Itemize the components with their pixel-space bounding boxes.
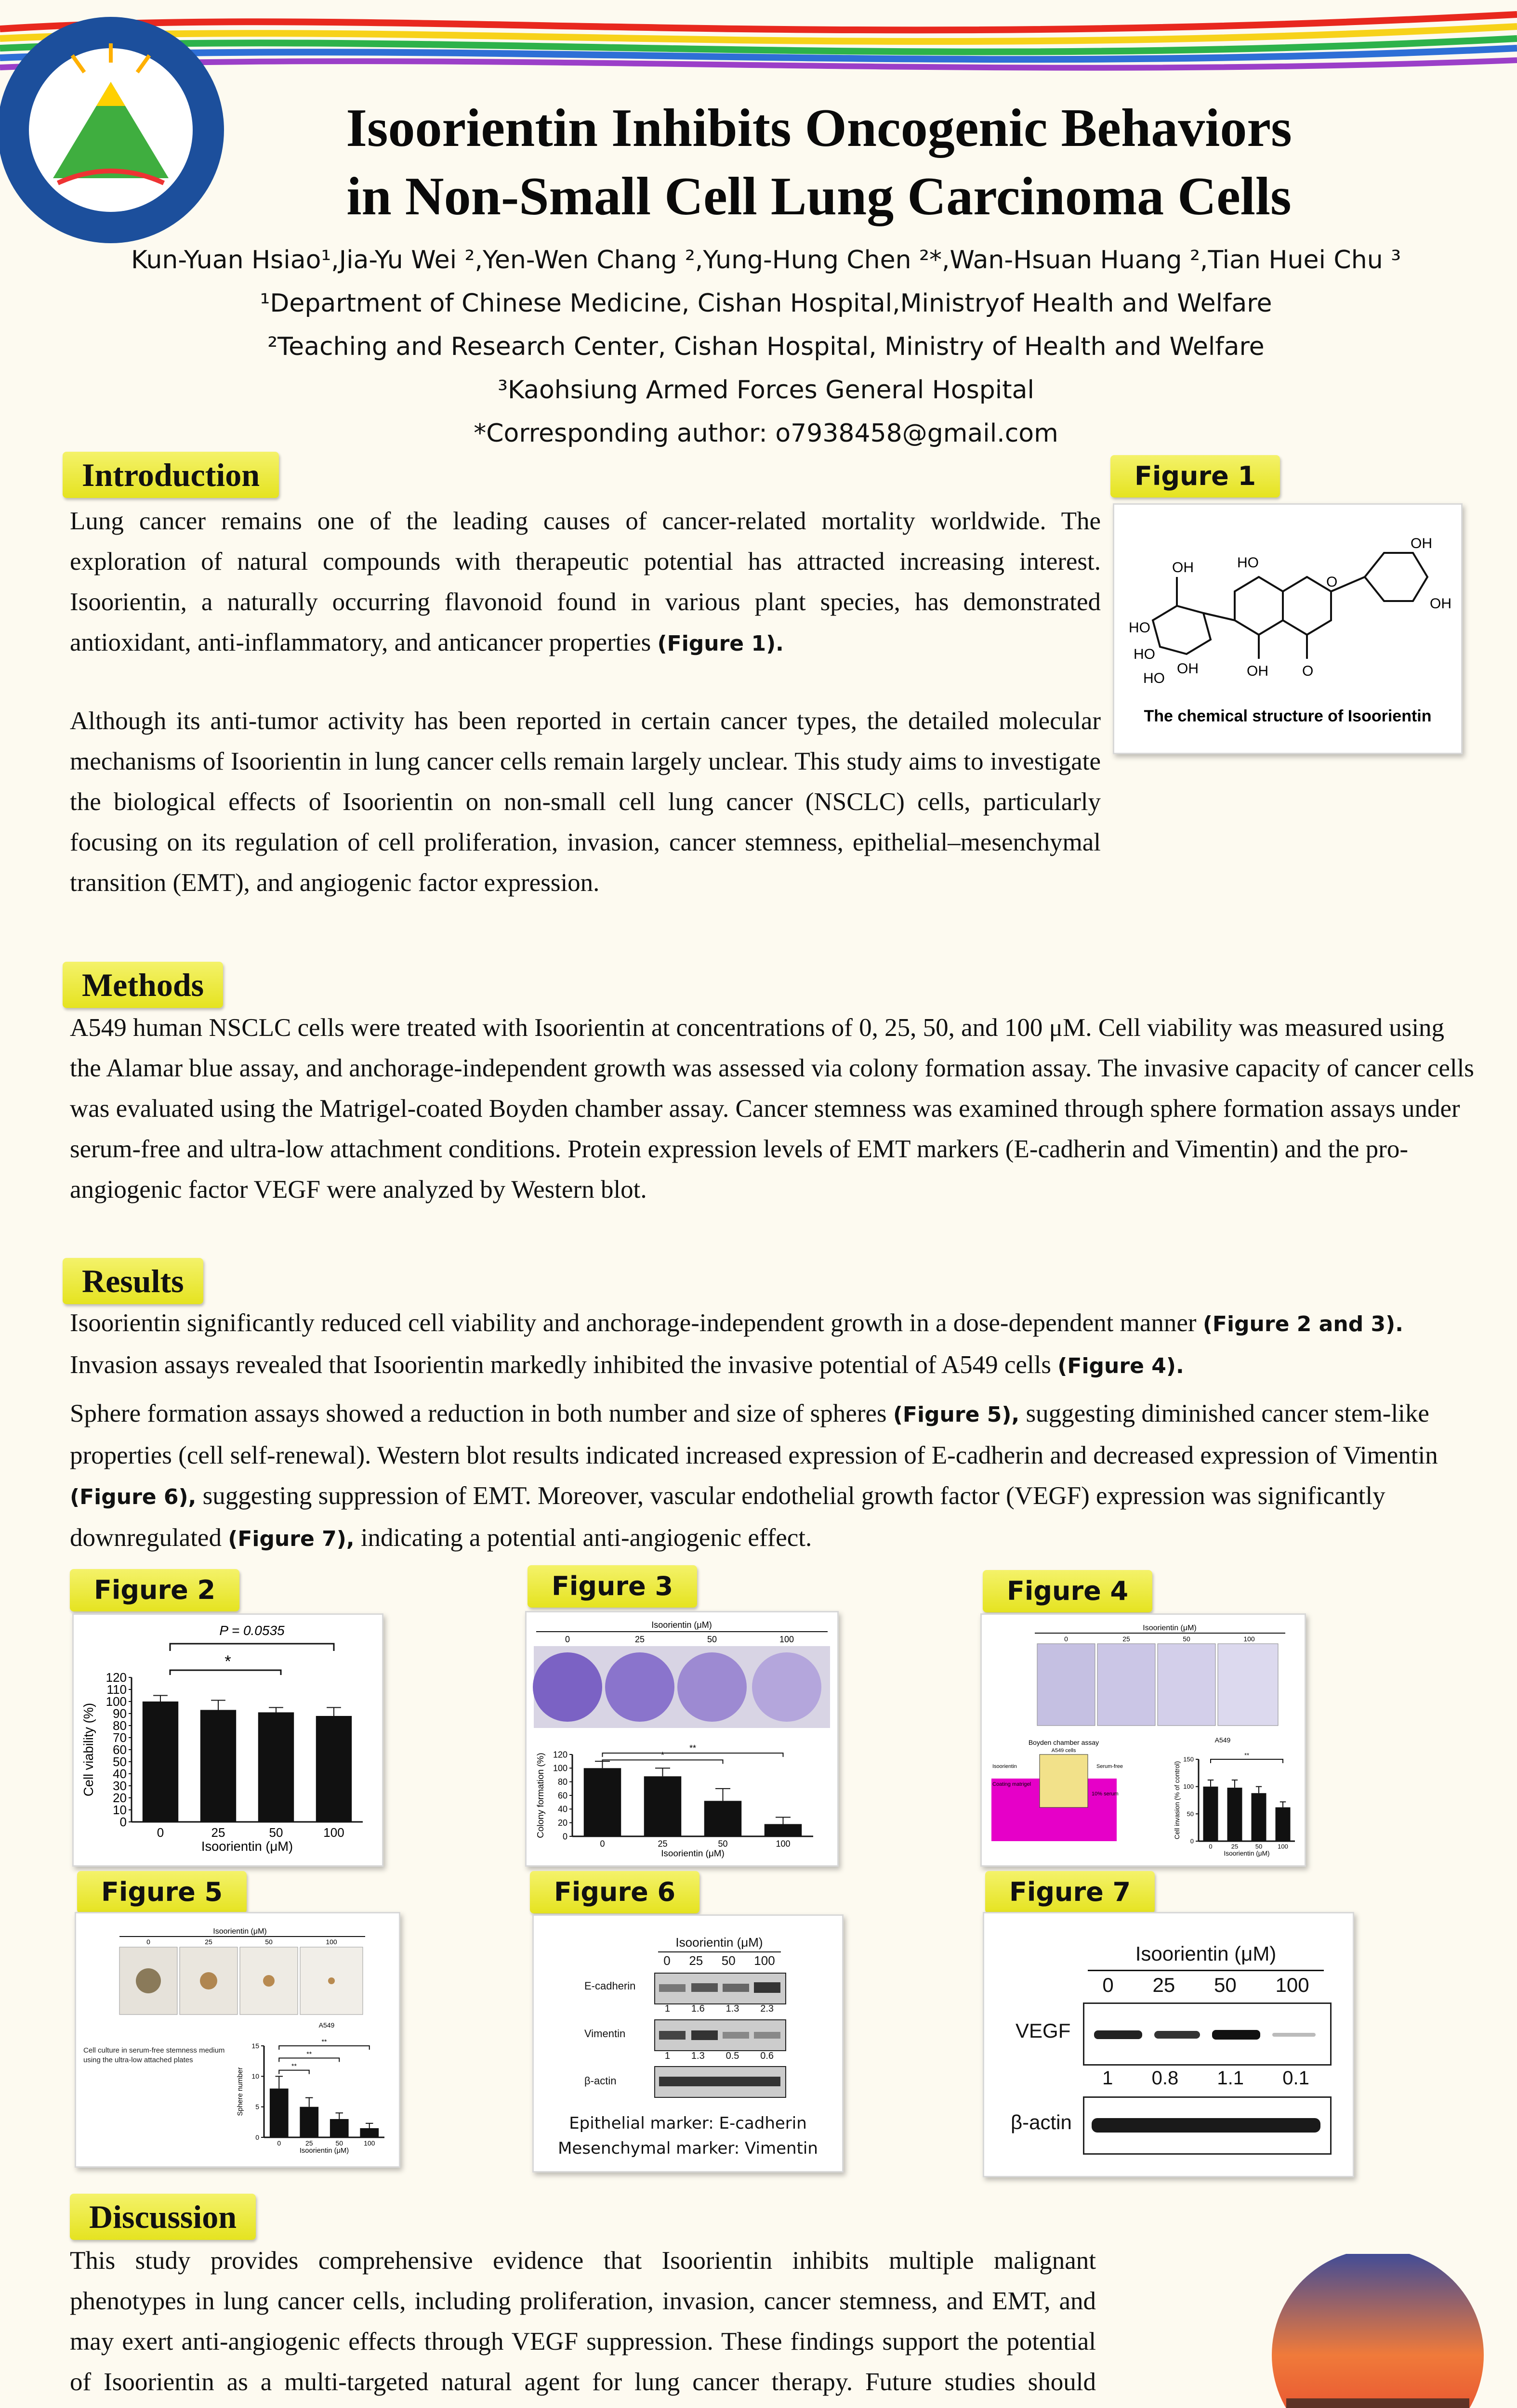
- y-tick-label: 50: [1187, 1810, 1194, 1818]
- y-tick-label: 80: [113, 1718, 127, 1733]
- diagram-label: 10% serum: [1092, 1791, 1119, 1797]
- poster-title: [202, 94, 1436, 231]
- significance-bracket: [1211, 1759, 1283, 1763]
- results-p1a: Isoorientin significantly reduced cell viability and anchorage-independent growth in a dose-dependent manner: [70, 1309, 1197, 1337]
- figure-1-card: [1113, 503, 1463, 754]
- y-tick-label: 40: [113, 1767, 127, 1781]
- bar: [258, 1713, 294, 1822]
- dose-label: 25: [689, 1953, 703, 1968]
- figure-2-card: [72, 1613, 383, 1867]
- x-axis-label: Isoorientin (μM): [661, 1848, 725, 1859]
- methods-heading: Methods: [63, 962, 223, 1008]
- results-ref-figure-7: (Figure 7),: [228, 1527, 355, 1551]
- beta-actin-blot: [1083, 2096, 1332, 2155]
- vegf-blot: [1083, 2002, 1332, 2066]
- x-tick-label: 0: [1209, 1843, 1213, 1850]
- colony-well: [533, 1652, 602, 1722]
- significance-bracket: [603, 1753, 783, 1757]
- bar: [1276, 1807, 1291, 1841]
- y-tick-label: 0: [255, 2133, 259, 2141]
- blot-value: 1.6: [691, 2003, 705, 2014]
- discussion-text-a: This study provides comprehensive evidence that Isoorientin inhibits multiple malignant phenotypes in lung cancer cells, including proliferation, invasion, cancer stemness, and EMT, and may exert anti-angiogenic effects through VEGF suppression. These findings support the potential of Isoorientin as a multi-targeted natural agent for lung cancer therapy. Future studies should: [70, 2247, 1096, 2396]
- invasion-image: [1158, 1644, 1215, 1726]
- figure-2-label: Figure 2: [70, 1569, 239, 1611]
- atom-label: HO: [1237, 555, 1259, 571]
- blot-row-label: VEGF: [1016, 2019, 1071, 2042]
- e-cadherin-blot: [654, 1973, 786, 2004]
- dose-label: 25: [634, 1635, 645, 1644]
- figure-1-caption: The chemical structure of Isoorientin: [1144, 707, 1432, 725]
- blot-value: 1: [664, 2003, 671, 2014]
- significance-star: **: [321, 2038, 327, 2045]
- y-tick-label: 10: [113, 1803, 127, 1818]
- atom-label: HO: [1134, 646, 1155, 662]
- atom-label: OH: [1411, 536, 1432, 551]
- y-tick-label: 10: [251, 2072, 259, 2081]
- y-tick-label: 100: [553, 1763, 567, 1773]
- diagram-label: Serum-free: [1096, 1764, 1123, 1769]
- dose-header: Isoorientin (μM): [651, 1620, 712, 1630]
- x-tick-label: 0: [157, 1825, 164, 1840]
- figure-5-chart: [76, 1913, 399, 2166]
- colony-well: [677, 1652, 747, 1722]
- significance-star: *: [224, 1652, 231, 1671]
- intro-p1-figure-ref: (Figure 1).: [657, 631, 784, 656]
- dose-header: Isoorientin (μM): [675, 1935, 763, 1950]
- results-ref-figure-2-3: (Figure 2 and 3).: [1202, 1312, 1403, 1336]
- corresponding-author: *Corresponding author: o7938458@gmail.com: [474, 419, 1058, 448]
- dose-label: 100: [1243, 1635, 1255, 1643]
- results-heading: Results: [63, 1258, 203, 1304]
- blot-value: 1.1: [1217, 2068, 1244, 2089]
- results-ref-figure-4: (Figure 4).: [1057, 1354, 1184, 1378]
- x-tick-label: 25: [211, 1825, 225, 1840]
- figure-4-label: Figure 4: [983, 1570, 1152, 1612]
- dose-header: Isoorientin (μM): [1135, 1942, 1277, 1965]
- y-tick-label: 40: [557, 1804, 567, 1814]
- x-tick-label: 50: [269, 1825, 283, 1840]
- significance-star: **: [291, 2062, 297, 2070]
- affiliation-1: ¹Department of Chinese Medicine, Cishan Hospital,Ministryof Health and Welfare: [260, 289, 1272, 318]
- dose-label: 25: [205, 1938, 212, 1946]
- title-line-1: Isoorientin Inhibits Oncogenic Behaviors: [346, 98, 1292, 158]
- figure-3-label: Figure 3: [528, 1565, 697, 1608]
- bar: [316, 1716, 352, 1822]
- x-tick-label: 50: [335, 2139, 343, 2147]
- discussion-paragraph: [70, 2240, 1096, 2408]
- dose-label: 50: [707, 1635, 717, 1644]
- dose-label: 100: [779, 1635, 794, 1644]
- dose-label: 100: [754, 1953, 775, 1968]
- x-tick-label: 50: [1255, 1843, 1263, 1850]
- results-paragraph-2: [70, 1393, 1496, 1559]
- results-p2d: indicating a potential anti-angiogenic effect.: [360, 1524, 812, 1552]
- invasion-image: [1037, 1644, 1095, 1726]
- bar: [360, 2128, 379, 2137]
- results-ref-figure-5: (Figure 5),: [893, 1402, 1020, 1427]
- x-tick-label: 25: [1231, 1843, 1239, 1850]
- figure-6-card: [532, 1914, 844, 2172]
- x-axis-label: Isoorientin (μM): [1224, 1849, 1270, 1857]
- atom-label: OH: [1247, 663, 1268, 679]
- figure-6-caption: [534, 2111, 842, 2161]
- atom-label: OH: [1177, 661, 1199, 677]
- y-tick-label: 100: [1183, 1783, 1194, 1791]
- figure-3-chart: [527, 1612, 837, 1865]
- y-tick-label: 0: [119, 1815, 127, 1830]
- affiliation-2: ²Teaching and Research Center, Cishan Hospital, Ministry of Health and Welfare: [267, 332, 1265, 361]
- y-tick-label: 50: [113, 1754, 127, 1769]
- blot-row-label: E-cadherin: [584, 1980, 636, 1992]
- blot-quant-row: [654, 2051, 784, 2062]
- vimentin-blot: [654, 2019, 786, 2051]
- bar: [300, 2107, 318, 2137]
- dose-label: 50: [1214, 1974, 1237, 1996]
- introduction-paragraph-1: [70, 501, 1101, 664]
- y-tick-label: 80: [557, 1777, 567, 1787]
- blot-value: 0.6: [760, 2051, 774, 2061]
- y-tick-label: 150: [1183, 1755, 1194, 1763]
- chart-title: A549: [318, 2021, 335, 2029]
- x-axis-label: Isoorientin (μM): [299, 2147, 349, 2155]
- x-tick-label: 100: [776, 1839, 791, 1849]
- figure-4-chart: [982, 1615, 1305, 1865]
- significance-star: **: [306, 2050, 312, 2058]
- introduction-heading: Introduction: [63, 452, 279, 498]
- dose-label: 0: [1102, 1974, 1114, 1996]
- dose-label: 25: [1122, 1635, 1130, 1643]
- significance-star: **: [1244, 1752, 1250, 1759]
- p-value-annotation: P = 0.0535: [219, 1623, 285, 1638]
- bar: [765, 1824, 802, 1837]
- atom-label: OH: [1172, 560, 1194, 576]
- blot-value: 1.3: [726, 2003, 739, 2014]
- results-paragraph-1: [70, 1303, 1496, 1387]
- atom-label: OH: [1430, 596, 1451, 612]
- figure-1-label: Figure 1: [1110, 455, 1280, 497]
- bar: [270, 2089, 289, 2137]
- blot-row-label: Vimentin: [584, 2028, 626, 2040]
- blot-value: 1: [664, 2051, 671, 2061]
- significance-bracket: [279, 2070, 309, 2074]
- y-tick-label: 0: [562, 1832, 567, 1842]
- y-tick-label: 15: [251, 2042, 259, 2050]
- figure-4-card: [980, 1613, 1306, 1867]
- methods-paragraph: A549 human NSCLC cells were treated with Isoorientin at concentrations of 0, 25, 50, and 100 μM. Cell viability was measured using the Alamar blue assay, and anchorage-independent growth was assessed via colony formation assay. The invasive capacity of cancer cells was evaluated using the Matrigel-coated Boyden chamber assay. Cancer stemness was examined through sphere formation assays under serum-free and ultra-low attachment conditions. Protein expression levels of EMT markers (E-cadherin and Vimentin) and the pro-angiogenic factor VEGF were analyzed by Western blot.: [70, 1014, 1474, 1204]
- bar: [143, 1701, 178, 1822]
- dose-header: Isoorientin (μM): [213, 1927, 267, 1936]
- blot-value: 0.5: [726, 2051, 739, 2061]
- diagram-label: A549 cells: [1051, 1748, 1076, 1754]
- dose-label: 0: [1064, 1635, 1068, 1643]
- diagram-title: Boyden chamber assay: [1028, 1739, 1099, 1746]
- significance-bracket: [170, 1644, 334, 1651]
- epithelial-marker-caption: Epithelial marker: E-cadherin: [569, 2114, 807, 2133]
- blot-row-label: β-actin: [584, 2075, 617, 2087]
- blot-quant-row: [654, 2003, 784, 2015]
- bar: [1252, 1793, 1266, 1841]
- dose-label: 0: [663, 1953, 671, 1968]
- figure-5-label: Figure 5: [77, 1871, 247, 1913]
- significance-star: **: [689, 1743, 697, 1754]
- figure-7-card: [983, 1912, 1354, 2177]
- y-axis-label: Cell viability (%): [81, 1702, 96, 1797]
- dose-label: 0: [565, 1635, 570, 1644]
- dose-label: 25: [1152, 1974, 1175, 1996]
- dose-row: [654, 1953, 784, 1968]
- hospital-photos: [1060, 2254, 1517, 2408]
- dose-header: Isoorientin (μM): [1143, 1624, 1197, 1632]
- y-tick-label: 30: [113, 1779, 127, 1793]
- hospital-logo: [0, 0, 231, 260]
- x-tick-label: 100: [1278, 1843, 1288, 1850]
- results-ref-figure-6: (Figure 6),: [70, 1485, 197, 1509]
- bar: [644, 1776, 682, 1836]
- atom-label: HO: [1143, 670, 1165, 686]
- dose-label: 50: [265, 1938, 273, 1946]
- figure-5-note: Cell culture in serum-free stemness medium using the ultra-low attached plates: [83, 2046, 225, 2064]
- dose-label: 100: [1275, 1974, 1309, 1996]
- diagram-label: Coating matrigel: [992, 1781, 1031, 1787]
- y-axis-label: Cell invasion (% of control): [1174, 1761, 1181, 1840]
- chamber-insert: [1040, 1754, 1088, 1807]
- blot-value: 1: [1102, 2068, 1113, 2089]
- blot-value: 2.3: [760, 2003, 774, 2014]
- significance-bracket: [603, 1760, 723, 1764]
- y-tick-label: 20: [113, 1791, 127, 1806]
- y-tick-label: 60: [113, 1742, 127, 1757]
- figure-6-label: Figure 6: [530, 1871, 699, 1913]
- sunset-photo: [1272, 2254, 1484, 2408]
- atom-label: O: [1302, 663, 1314, 679]
- mesenchymal-marker-caption: Mesenchymal marker: Vimentin: [558, 2139, 818, 2158]
- y-tick-label: 110: [106, 1682, 127, 1697]
- results-p2c: suggesting suppression of EMT. Moreover, vascular endothelial growth factor (VEGF) expression was significantly downregulated: [70, 1482, 1385, 1552]
- x-tick-label: 25: [305, 2139, 313, 2147]
- colony-well: [605, 1652, 674, 1722]
- bar: [584, 1768, 621, 1836]
- y-axis-label: Sphere number: [237, 2067, 244, 2116]
- x-tick-label: 0: [600, 1839, 605, 1849]
- discussion-heading: Discussion: [70, 2194, 256, 2240]
- bar: [330, 2119, 349, 2137]
- y-tick-label: 0: [1190, 1837, 1194, 1845]
- blot-value: 0.1: [1282, 2068, 1309, 2089]
- beta-actin-blot: [654, 2066, 786, 2098]
- y-tick-label: 60: [557, 1791, 567, 1801]
- chart-title: A549: [1214, 1736, 1231, 1744]
- results-p1b: Invasion assays revealed that Isoorientin markedly inhibited the invasive potential of A549 cells: [70, 1351, 1052, 1379]
- y-tick-label: 5: [255, 2103, 259, 2111]
- figure-3-card: [525, 1611, 839, 1867]
- blot-row-label: β-actin: [1011, 2111, 1072, 2133]
- intro-p1-text: Lung cancer remains one of the leading causes of cancer-related mortality worldwide. The exploration of natural compounds with therapeutic potential has attracted increasing interest. Isoorientin, a naturally occurring flavonoid found in various plant species, has demonstrated antioxidant, anti-inflammatory, and anticancer properties: [70, 507, 1101, 656]
- blot-value: 0.8: [1151, 2068, 1179, 2089]
- blot-quant-row: [1083, 2068, 1329, 2089]
- y-tick-label: 120: [106, 1670, 127, 1685]
- colony-well: [752, 1652, 821, 1722]
- y-tick-label: 70: [113, 1730, 127, 1745]
- y-tick-label: 100: [106, 1694, 127, 1709]
- title-line-2: in Non-Small Cell Lung Carcinoma Cells: [346, 167, 1292, 226]
- x-tick-label: 100: [323, 1825, 344, 1840]
- y-tick-label: 120: [553, 1750, 567, 1760]
- y-axis-label: Colony formation (%): [536, 1753, 546, 1838]
- affiliation-3: ³Kaohsiung Armed Forces General Hospital: [498, 376, 1034, 405]
- figure-7-label: Figure 7: [985, 1871, 1155, 1913]
- dose-label: 100: [326, 1938, 337, 1946]
- dose-row: [1083, 1974, 1329, 1997]
- x-tick-label: 100: [364, 2139, 375, 2147]
- invasion-image: [1218, 1644, 1278, 1726]
- x-tick-label: 0: [277, 2139, 281, 2147]
- atom-label: O: [1326, 574, 1338, 590]
- bar: [1203, 1787, 1218, 1841]
- figure-5-card: [75, 1912, 400, 2168]
- y-tick-label: 20: [557, 1818, 567, 1828]
- bar: [1227, 1788, 1242, 1841]
- significance-bracket: [170, 1670, 281, 1675]
- dose-label: 0: [146, 1938, 150, 1946]
- invasion-image: [1097, 1644, 1155, 1726]
- authors-block: [96, 238, 1436, 455]
- results-p2b: suggesting diminished cancer stem-like properties (cell self-renewal). Western blot results indicated increased expression of E-cadherin and decreased expression of Vimentin: [70, 1400, 1438, 1469]
- x-tick-label: 50: [718, 1839, 728, 1849]
- introduction-paragraph-2: Although its anti-tumor activity has been reported in certain cancer types, the detailed molecular mechanisms of Isoorientin in lung cancer cells remain largely unclear. This study aims to investigate the biological effects of Isoorientin on non-small cell lung cancer (NSCLC) cells, particularly focusing on its regulation of cell proliferation, invasion, cancer stemness, epithelial–mesenchymal transition (EMT), and angiogenic factor expression.: [70, 707, 1101, 897]
- dose-label: 50: [1183, 1635, 1190, 1643]
- x-tick-label: 25: [658, 1839, 668, 1849]
- results-p2a: Sphere formation assays showed a reduction in both number and size of spheres: [70, 1400, 887, 1427]
- x-axis-label: Isoorientin (μM): [201, 1838, 293, 1854]
- bar: [200, 1710, 236, 1822]
- dose-label: 50: [721, 1953, 736, 1968]
- diagram-label: Isoorientin: [992, 1764, 1017, 1769]
- chemical-structure: [1114, 505, 1461, 753]
- significance-bracket: [279, 2046, 369, 2050]
- figure-2-chart: [74, 1615, 382, 1865]
- bar: [704, 1801, 742, 1836]
- blot-value: 1.3: [691, 2051, 705, 2061]
- atom-label: HO: [1129, 620, 1150, 636]
- significance-bracket: [279, 2058, 339, 2062]
- y-tick-label: 90: [113, 1706, 127, 1721]
- significance-star: *: [660, 1750, 665, 1760]
- author-list: Kun-Yuan Hsiao¹,Jia-Yu Wei ²,Yen-Wen Chang ²,Yung-Hung Chen ²*,Wan-Hsuan Huang ²,Tian Huei Chu ³: [131, 246, 1401, 275]
